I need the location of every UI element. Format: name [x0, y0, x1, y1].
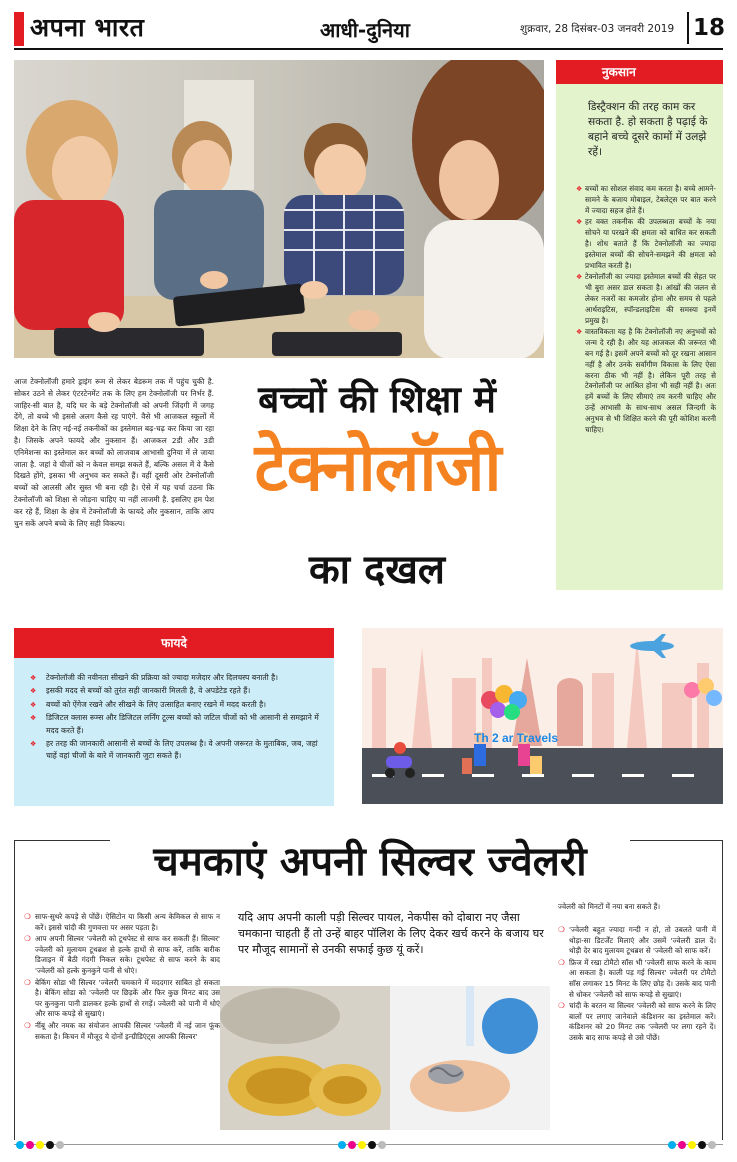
registration-marks-right — [668, 1141, 716, 1150]
page-number: 18 — [693, 15, 726, 41]
hero-photo-children-tablets — [14, 60, 544, 358]
silver-section-title: चमकाएं अपनी सिल्वर ज्वेलरी — [153, 839, 587, 885]
silver-tips-right — [558, 925, 716, 1045]
masthead-accent-bar — [14, 12, 24, 46]
list-item: ❍ चांदी के बरतन या सिल्वर 'ज्वेलरी को साफ करने के लिए बालों पर लगाए जानेवाले कंडिशनर का इस्तेमाल करें। कंडिशनर को 20 मिनट तक 'ज्वेलरी पर लगा रहने दें। उसके बाद साफ कपड़े से उसे पोंछें। — [558, 1001, 716, 1043]
list-item: ❖ टेक्नोलॉजी की नवीनता सीखने की प्रक्रिया को ज्यादा मजेदार और दिलचस्प बनाती है। — [30, 672, 326, 684]
list-item: ❖ डिजिटल क्लास रूम्स और डिजिटल लर्निंग टूल्स बच्चों को जटिल चीजों को भी आसानी से समझाने में मदद करते हैं। — [30, 712, 326, 737]
travel-illustration — [362, 628, 723, 804]
travel-logo-text: Th 2 ar Travels — [474, 731, 559, 745]
benefits-header: फायदे — [14, 628, 334, 658]
headline-line-3: का दखल — [308, 547, 446, 593]
list-item: ❖ बच्चों को ऐंगेज रखने और सीखने के लिए उत्साहित बनाए रखने में मदद करती है। — [30, 699, 326, 711]
list-item: ❍ नींबू और नमक का संयोजन आपकी सिल्वर 'ज्वेलरी में नई जान फूंक सकता है। किचन में मौजूद ये दोनों इन्ग्रीडिएंट्स आपकी सिल्वर' — [24, 1021, 220, 1042]
registration-marks-left — [16, 1141, 64, 1150]
silver-tips-left — [24, 912, 220, 1043]
list-item: ❍ 'ज्वेलरी बहुत ज्यादा गन्दी न हो, तो उबलते पानी में थोड़ा-सा डिटर्जेंट मिलाएं और उसमें 'ज्वेलरी डाल दें। थोड़ी देर बाद मुलायम टूथब्रश से 'ज्वेलरी को साफ करें। — [558, 925, 716, 957]
list-item: ❍ साफ-सुथरे कपड़े से पोंछें। ऐसिटोन या किसी अन्य केमिकल से साफ न करें। इससे चांदी की गुणवत्ता पर असर पड़ता है। — [24, 912, 220, 933]
list-item: ❖ वास्तविकता यह है कि टेक्नोलॉजी नए अनुभवों को जन्म दे रही है। और यह आजकल की जरूरत भी बन गई है। इसमें अपने बच्चों को दूर रखना आसान नहीं है और उनके सर्वांगीण विकास के लिए ऐसा करना ठीक भी नहीं है। लेकिन पूरी तरह से टेक्नोलॉजी पर आश्रित होना भी सही नहीं है। अतः हमें बच्चों के लिए सीमाएं तय करनी चाहिए और उन्हें आभासी के साथ-साथ असल जिन्दगी के अनुभव से भी शिक्षित करने की पूरी कोशिश करनी चाहिए। — [576, 327, 716, 435]
list-item: ❖ हर तरह की जानकारी आसानी से बच्चों के लिए उपलब्ध है। वे अपनी जरूरत के मुताबिक, जब, जहां चाहें वहां चीजों के बारे में जानकारी जुटा सकते हैं। — [30, 738, 326, 763]
list-item: ❍ आप अपनी सिल्वर 'ज्वेलरी को टूथपेस्ट से साफ कर सकती हैं। सिल्वर' ज्वेलरी को मुलायम टूथब्रश से हल्के हाथों से साफ करें, ताकि बारीक डिजाइन में बैठी गंदगी निकल सके। टूथपेस्ट से साफ करने के बाद 'ज्वेलरी को हल्के कुनकुने पानी से धोएं। — [24, 934, 220, 976]
registration-marks-center — [338, 1141, 386, 1150]
header-divider — [687, 12, 689, 44]
disadvantages-header: नुकसान — [556, 60, 723, 84]
benefits-list — [30, 672, 326, 764]
list-item: ❍ बेकिंग सोडा भी सिल्वर 'ज्वेलरी चमकाने में मददगार साबित हो सकता है। बेकिंग सोडा को 'ज्वेलरी पर छिड़कें और फिर कुछ मिनट बाद उस पर कुनकुना पानी डालकर हल्के हाथों से रगड़ें। ज्वेलरी को पानी में धोएं और साफ कपड़े से सुखाएं। — [24, 978, 220, 1020]
list-item: ❖ बच्चों का सोशल संवाद कम करता है। बच्चे आमने-सामने के बजाय मोबाइल, टेबलेट्स पर बात करने में ज्यादा सहज होते हैं। — [576, 184, 716, 216]
disadvantages-list — [576, 184, 716, 436]
header-rule — [14, 48, 723, 50]
silver-intro: यदि आप अपनी काली पड़ी सिल्वर पायल, नेकपीस को दोबारा नए जैसा चमकाना चाहती हैं तो उन्हें बाहर पॉलिश के लिए देकर खर्च करने के बजाय घर पर मौजूद सामानों से उनकी सफाई कुछ यूं करें। — [238, 911, 544, 956]
list-item: ❖ टेक्नोलॉजी का ज्यादा इस्तेमाल बच्चों की सेहत पर भी बुरा असर डाल सकता है। आंखों की जलन से लेकर नजरों का कमजोर होना और समय से पहले आर्थराइटिस, स्पॉन्डलाइटिस की समस्या इनमें प्रमुख है। — [576, 272, 716, 326]
list-item: ❍ फ्रिज में रखा टोमैटो सॉस भी 'ज्वेलरी साफ करने के काम आ सकता है। काली पड़ गई सिल्वर' ज्वेलरी पर टोमैटो सॉस लगाकर 15 मिनट के लिए छोड़ दें। उसके बाद पानी से धोकर 'ज्वेलरी को साफ कपड़े से सुखाएं। — [558, 958, 716, 1000]
list-item: ❖ इसकी मदद से बच्चों को तुरंत सही जानकारी मिलती है, वे अपडेटेड रहते हैं। — [30, 685, 326, 697]
issue-date: शुक्रवार, 28 दिसंबर-03 जनवरी 2019 — [520, 23, 675, 35]
silver-jewellery-photo — [220, 986, 550, 1130]
newspaper-brand: अपना भारत — [30, 13, 145, 42]
list-item: ❖ हर वक्त तकनीक की उपलब्धता बच्चों के नया सोचने या परखने की क्षमता को बाधित कर सकती है। शोध बताते हैं कि टेक्नोलॉजी का ज्यादा इस्तेमाल बच्चों की सोचने-समझने की क्षमता को प्रभावित करती है। — [576, 217, 716, 271]
story-intro-text: आज टेक्नोलॉजी हमारे ड्राइंग रूम से लेकर बेडरूम तक में पहुंच चुकी है. सोकर उठने से लेकर एंटरटेनमेंट तक के लिए हम टेक्नोलॉजी पर निर्भर हैं. जाहिर-सी बात है, यदि घर के बड़े टेक्नोलॉजी को अपनी जिंदगी में जगह देंगे, तो बच्चे भी इससे अलग कैसे रह पाएंगे. वैसे भी आजकल स्कूलों में शिक्षा देने के लिए नई-नई तकनीकों का इस्तेमाल बढ़-चढ़ कर किया जा रहा है। जिसके अपने फायदे और नुकसान हैं। आजकल 2डी और 3डी एनिमेशन्स का इस्तेमाल कर बच्चों को लाजवाब आभासी दुनिया में ले जाया जाता है. जहां वे चीजों को न केवल समझ सकते हैं, बल्कि असल में वे कैसे दिखते होंगे, इसका भी अनुभव कर सकते हैं। वहीं दूसरी ओर टेक्नोलॉजी बच्चों को आलसी और सुस्त भी बना रही है। ऐसे में यह चर्चा उठना कि टेक्नोलॉजी को शिक्षा से जोड़ना चाहिए या नहीं लाजमी है. इसलिए हम पेश कर रहे हैं, शिक्षा के क्षेत्र में टेक्नोलॉजी के फायदे और नुकसान, ताकि आप चुन सकें अपने बच्चे के लिए सही विकल्प। — [14, 377, 214, 528]
section-title: आधी-दुनिया — [320, 18, 410, 42]
silver-tips-continuation: ज्वेलरी को मिनटों में नया बना सकते हैं। — [558, 902, 661, 911]
headline-line-1: बच्चों की शिक्षा में — [258, 378, 496, 421]
headline-line-2: टेक्नोलॉजी — [254, 429, 501, 506]
disadvantages-lead: डिस्ट्रैक्शन की तरह काम कर सकता है. हो सकता है पढ़ाई के बहाने बच्चे दूसरे कामों में उलझे रहें। — [588, 101, 708, 158]
